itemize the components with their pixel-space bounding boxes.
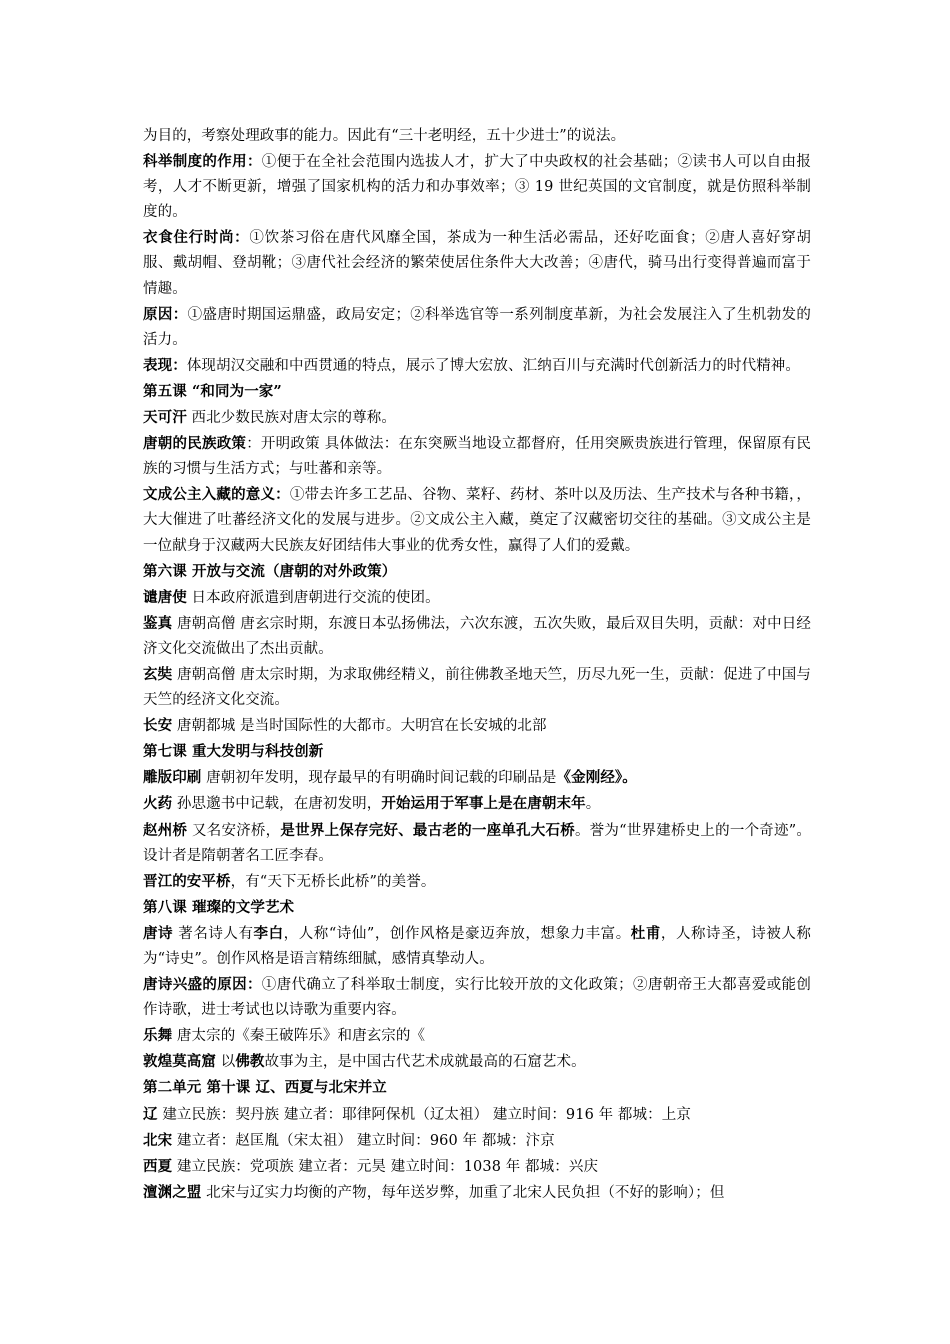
text: 唐朝初年发明，现存最早的有明确时间记载的印刷品是: [201, 770, 557, 787]
bold-text: 开始运用于军事上是在唐朝末年: [381, 795, 586, 813]
paragraph: [143, 431, 811, 482]
bold-text: 敦煌莫高窟: [143, 1053, 216, 1071]
bold-text: 第六课 开放与交流（唐朝的对外政策）: [143, 562, 397, 580]
paragraph: [143, 765, 811, 791]
bold-text: 《金刚经》。: [556, 769, 637, 787]
text: 唐朝高僧 唐太宗时期，为求取佛经精义，前往佛教圣地天竺，历尽九死一生，贡献：促进了中国与天竺的经济文化交流。: [143, 666, 812, 709]
text: 建立民族：契丹族 建立者：耶律阿保机（辽太祖） 建立时间：916 年 都城：上京: [157, 1106, 691, 1123]
bold-text: 第七课 重大发明与科技创新: [143, 743, 324, 761]
text: 故事为主，是中国古代艺术成就最高的石窟艺术。: [264, 1054, 586, 1071]
paragraph: [143, 585, 811, 611]
bold-text: 北宋: [143, 1131, 173, 1149]
text: ，有“天下无桥长此桥”的美誉。: [230, 873, 436, 890]
paragraph: [143, 482, 811, 558]
bold-text: 文成公主入藏的意义：: [143, 486, 290, 504]
text: 唐太宗的《秦王破阵乐》和唐玄宗的《: [172, 1028, 426, 1045]
text: 孙思邈书中记载，在唐初发明，: [172, 796, 382, 813]
paragraph: [143, 739, 811, 765]
bold-text: 玄奘: [143, 665, 173, 683]
paragraph: [143, 713, 811, 739]
text: 。誉为“世界建桥史上的一个奇迹”。设计者是隋朝著名工匠李春。: [143, 822, 811, 864]
paragraph: [143, 895, 811, 921]
paragraph: [143, 1128, 811, 1154]
paragraph: [143, 869, 811, 895]
text: ①盛唐时期国运鼎盛，政局安定；②科举选官等一系列制度革新，为社会发展注入了生机勃发的活力。: [143, 306, 811, 348]
document-body: [143, 124, 811, 1206]
text: 建立民族：党项族 建立者：元昊 建立时间：1038 年 都城：兴庆: [172, 1158, 599, 1175]
text: 著名诗人有: [173, 925, 254, 942]
paragraph: [143, 791, 811, 817]
text: 体现胡汉交融和中西贯通的特点，展示了博大宏放、汇纳百川与充满时代创新活力的时代精神。: [186, 357, 801, 374]
paragraph: [143, 379, 811, 405]
text: 。: [585, 796, 601, 813]
text: ①带去许多工艺品、谷物、菜籽、药材、茶叶以及历法、生产技术与各种书籍，，大大催进了吐蕃经济文化的发展与进步。②文成公主入藏，奠定了汉藏密切交往的基础。③文成公主是一位献身于汉藏两大民族友好团结伟大事业的优秀女性，赢得了人们的爱戴。: [143, 487, 811, 554]
paragraph: [143, 405, 811, 431]
bold-text: 李白: [253, 924, 284, 942]
text: 以: [216, 1054, 236, 1071]
bold-text: 佛教: [235, 1053, 265, 1071]
paragraph: [143, 972, 811, 1023]
text: 日本政府派遣到唐朝进行交流的使团。: [186, 589, 440, 606]
text: 为目的，考察处理政事的能力。因此有“三十老明经，五十少进士”的说法。: [143, 128, 626, 144]
text: ，人称诗圣，诗被人称为“诗史”。创作风格是语言精练细腻，感情真挚动人。: [143, 925, 811, 967]
paragraph: [143, 662, 811, 713]
text: 北宋与辽实力均衡的产物，每年送岁弊，加重了北宋人民负担（不好的影响）；但: [201, 1184, 725, 1201]
bold-text: 天可汗: [143, 409, 187, 427]
bold-text: 唐诗兴盛的原因：: [143, 976, 262, 994]
bold-text: 谴唐使: [143, 588, 187, 606]
text: 西北少数民族对唐太宗的尊称。: [186, 410, 396, 427]
text: 唐朝都城 是当时国际性的大都市。大明宫在长安城的北部: [172, 718, 547, 735]
bold-text: 晋江的安平桥: [143, 872, 231, 890]
paragraph: [143, 124, 811, 149]
paragraph: [143, 1154, 811, 1180]
bold-text: 雕版印刷: [143, 769, 202, 787]
bold-text: 科举制度的作用：: [143, 153, 262, 171]
bold-text: 辽: [143, 1105, 158, 1123]
bold-text: 是世界上保存完好、最古老的一座单孔大石桥: [280, 821, 575, 839]
paragraph: [143, 1049, 811, 1075]
paragraph: [143, 1180, 811, 1206]
paragraph: [143, 818, 811, 869]
text: ，人称“诗仙”，创作风格是豪迈奔放，想象力丰富。: [283, 925, 631, 942]
text: 唐朝高僧 唐玄宗时期，东渡日本弘扬佛法，六次东渡，五次失败，最后双目失明，贡献：对中日经济文化交流做出了杰出贡献。: [143, 615, 812, 657]
bold-text: 鉴真: [143, 614, 173, 632]
bold-text: 第二单元 第十课 辽、西夏与北宋并立: [143, 1079, 387, 1097]
paragraph: [143, 611, 811, 662]
text: ①便于在全社会范围内选拔人才，扩大了中央政权的社会基础；②读书人可以自由报考，人才不断更新，增强了国家机构的活力和办事效率；③ 19 世纪英国的文官制度，就是仿照科举制度的。: [143, 154, 811, 221]
bold-text: 表现：: [143, 356, 187, 374]
paragraph: [143, 921, 811, 972]
bold-text: 第八课 璀璨的文学艺术: [143, 898, 295, 916]
text: ①饮茶习俗在唐代风靡全国，茶成为一种生活必需品，还好吃面食；②唐人喜好穿胡服、戴胡帽、登胡靴；③唐代社会经济的繁荣使居住条件大大改善；④唐代，骑马出行变得普遍而富于情趣。: [143, 230, 811, 297]
paragraph: [143, 1075, 811, 1101]
bold-text: 火药: [143, 795, 173, 813]
bold-text: 原因：: [143, 305, 188, 323]
paragraph: [143, 149, 811, 225]
paragraph: [143, 225, 811, 301]
text: ①唐代确立了科举取士制度，实行比较开放的文化政策；②唐朝帝王大都喜爱或能创作诗歌，进士考试也以诗歌为重要内容。: [143, 977, 811, 1019]
bold-text: 唐诗: [143, 924, 174, 942]
bold-text: 唐朝的民族政策: [143, 435, 247, 453]
bold-text: 第五课 “和同为一家”: [143, 382, 282, 400]
text: ：开明政策 具体做法：在东突厥当地设立都督府，任用突厥贵族进行管理，保留原有民族的习惯与生活方式；与吐蕃和亲等。: [143, 436, 811, 478]
bold-text: 衣食住行时尚：: [143, 229, 250, 247]
paragraph: [143, 302, 811, 353]
paragraph: [143, 1023, 811, 1049]
bold-text: 澶渊之盟: [143, 1183, 202, 1201]
paragraph: [143, 1102, 811, 1128]
text: 建立者：赵匡胤（宋太祖） 建立时间：960 年 都城：汴京: [172, 1132, 555, 1149]
bold-text: 乐舞: [143, 1027, 173, 1045]
bold-text: 赵州桥: [143, 821, 188, 839]
text: 又名安济桥，: [187, 822, 281, 839]
bold-text: 长安: [143, 717, 173, 735]
paragraph: [143, 559, 811, 585]
bold-text: 西夏: [143, 1157, 173, 1175]
bold-text: 杜甫: [630, 924, 661, 942]
paragraph: [143, 353, 811, 379]
